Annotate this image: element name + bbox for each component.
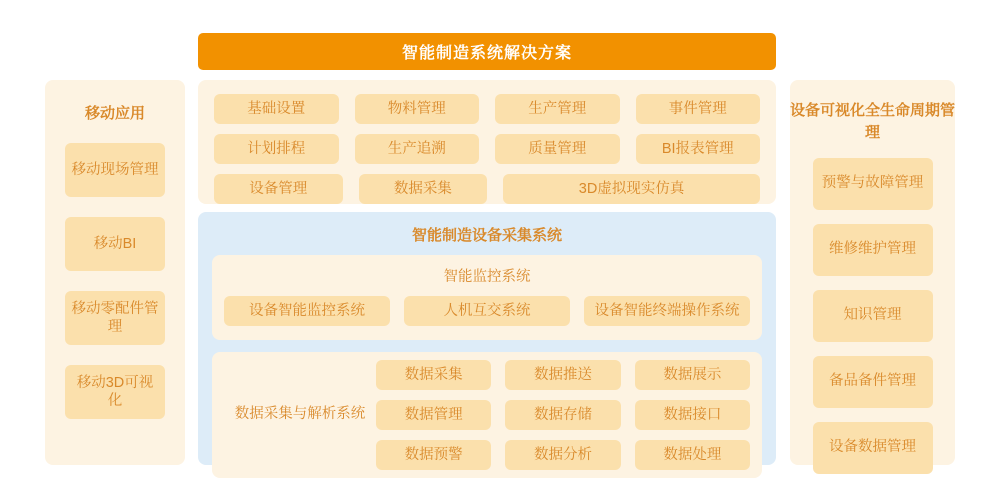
- intelligent-monitoring-title: 智能监控系统: [443, 269, 531, 285]
- mobile-item-bi[interactable]: 移动BI: [65, 217, 165, 271]
- mobile-application-items: [45, 143, 185, 419]
- mobile-item-spare-parts[interactable]: 移动零配件管理: [65, 291, 165, 345]
- data-item-storage[interactable]: 数据存储: [505, 400, 620, 430]
- data-item-interface[interactable]: 数据接口: [635, 400, 750, 430]
- mobile-item-3d-visualization[interactable]: 移动3D可视化: [65, 365, 165, 419]
- lifecycle-item-spare-parts[interactable]: 备品备件管理: [813, 356, 933, 408]
- equipment-lifecycle-items: [790, 158, 955, 474]
- mes-item-basic-settings[interactable]: 基础设置: [214, 94, 339, 124]
- mes-module-panel: [198, 80, 776, 204]
- collection-system-title: 智能制造设备采集系统: [411, 227, 562, 244]
- mes-item-material-management[interactable]: 物料管理: [355, 94, 480, 124]
- data-item-analysis[interactable]: 数据分析: [505, 440, 620, 470]
- equipment-lifecycle-panel: [790, 80, 955, 465]
- mes-item-data-collection[interactable]: 数据采集: [359, 174, 488, 204]
- mes-item-bi-report-management[interactable]: BI报表管理: [636, 134, 761, 164]
- data-item-display[interactable]: 数据展示: [635, 360, 750, 390]
- mes-item-equipment-management[interactable]: 设备管理: [214, 174, 343, 204]
- monitor-item-smart-terminal-os[interactable]: 设备智能终端操作系统: [584, 296, 750, 326]
- mes-item-3d-vr-simulation[interactable]: 3D虚拟现实仿真: [503, 174, 760, 204]
- mobile-application-panel: [45, 80, 185, 465]
- lifecycle-item-knowledge[interactable]: 知识管理: [813, 290, 933, 342]
- lifecycle-item-alarm-fault[interactable]: 预警与故障管理: [813, 158, 933, 210]
- data-item-early-warning[interactable]: 数据预警: [376, 440, 491, 470]
- intelligent-monitoring-box: [212, 255, 762, 340]
- lifecycle-item-equipment-data[interactable]: 设备数据管理: [813, 422, 933, 474]
- mes-item-event-management[interactable]: 事件管理: [636, 94, 761, 124]
- mobile-item-site-management[interactable]: 移动现场管理: [65, 143, 165, 197]
- data-acquisition-label: 数据采集与解析系统: [234, 406, 366, 423]
- intelligent-monitoring-items: [224, 296, 750, 326]
- mes-row-2: [214, 134, 760, 164]
- data-item-collection[interactable]: 数据采集: [376, 360, 491, 390]
- data-acquisition-box: [212, 352, 762, 478]
- mes-item-production-management[interactable]: 生产管理: [495, 94, 620, 124]
- data-acquisition-items: [376, 360, 750, 470]
- mobile-application-title: 移动应用: [84, 105, 145, 122]
- mes-item-planning-scheduling[interactable]: 计划排程: [214, 134, 339, 164]
- data-item-push[interactable]: 数据推送: [505, 360, 620, 390]
- monitor-item-human-machine-interaction[interactable]: 人机互交系统: [404, 296, 570, 326]
- data-item-processing[interactable]: 数据处理: [635, 440, 750, 470]
- solution-title-banner: 智能制造系统解决方案: [198, 33, 776, 70]
- equipment-lifecycle-title: 设备可视化全生命周期管理: [790, 102, 956, 141]
- mes-item-production-traceability[interactable]: 生产追溯: [355, 134, 480, 164]
- equipment-collection-system-panel: [198, 212, 776, 465]
- mes-row-3: [214, 174, 760, 204]
- mes-item-quality-management[interactable]: 质量管理: [495, 134, 620, 164]
- data-item-management[interactable]: 数据管理: [376, 400, 491, 430]
- monitor-item-equipment-monitoring[interactable]: 设备智能监控系统: [224, 296, 390, 326]
- mes-row-1: [214, 94, 760, 124]
- lifecycle-item-maintenance[interactable]: 维修维护管理: [813, 224, 933, 276]
